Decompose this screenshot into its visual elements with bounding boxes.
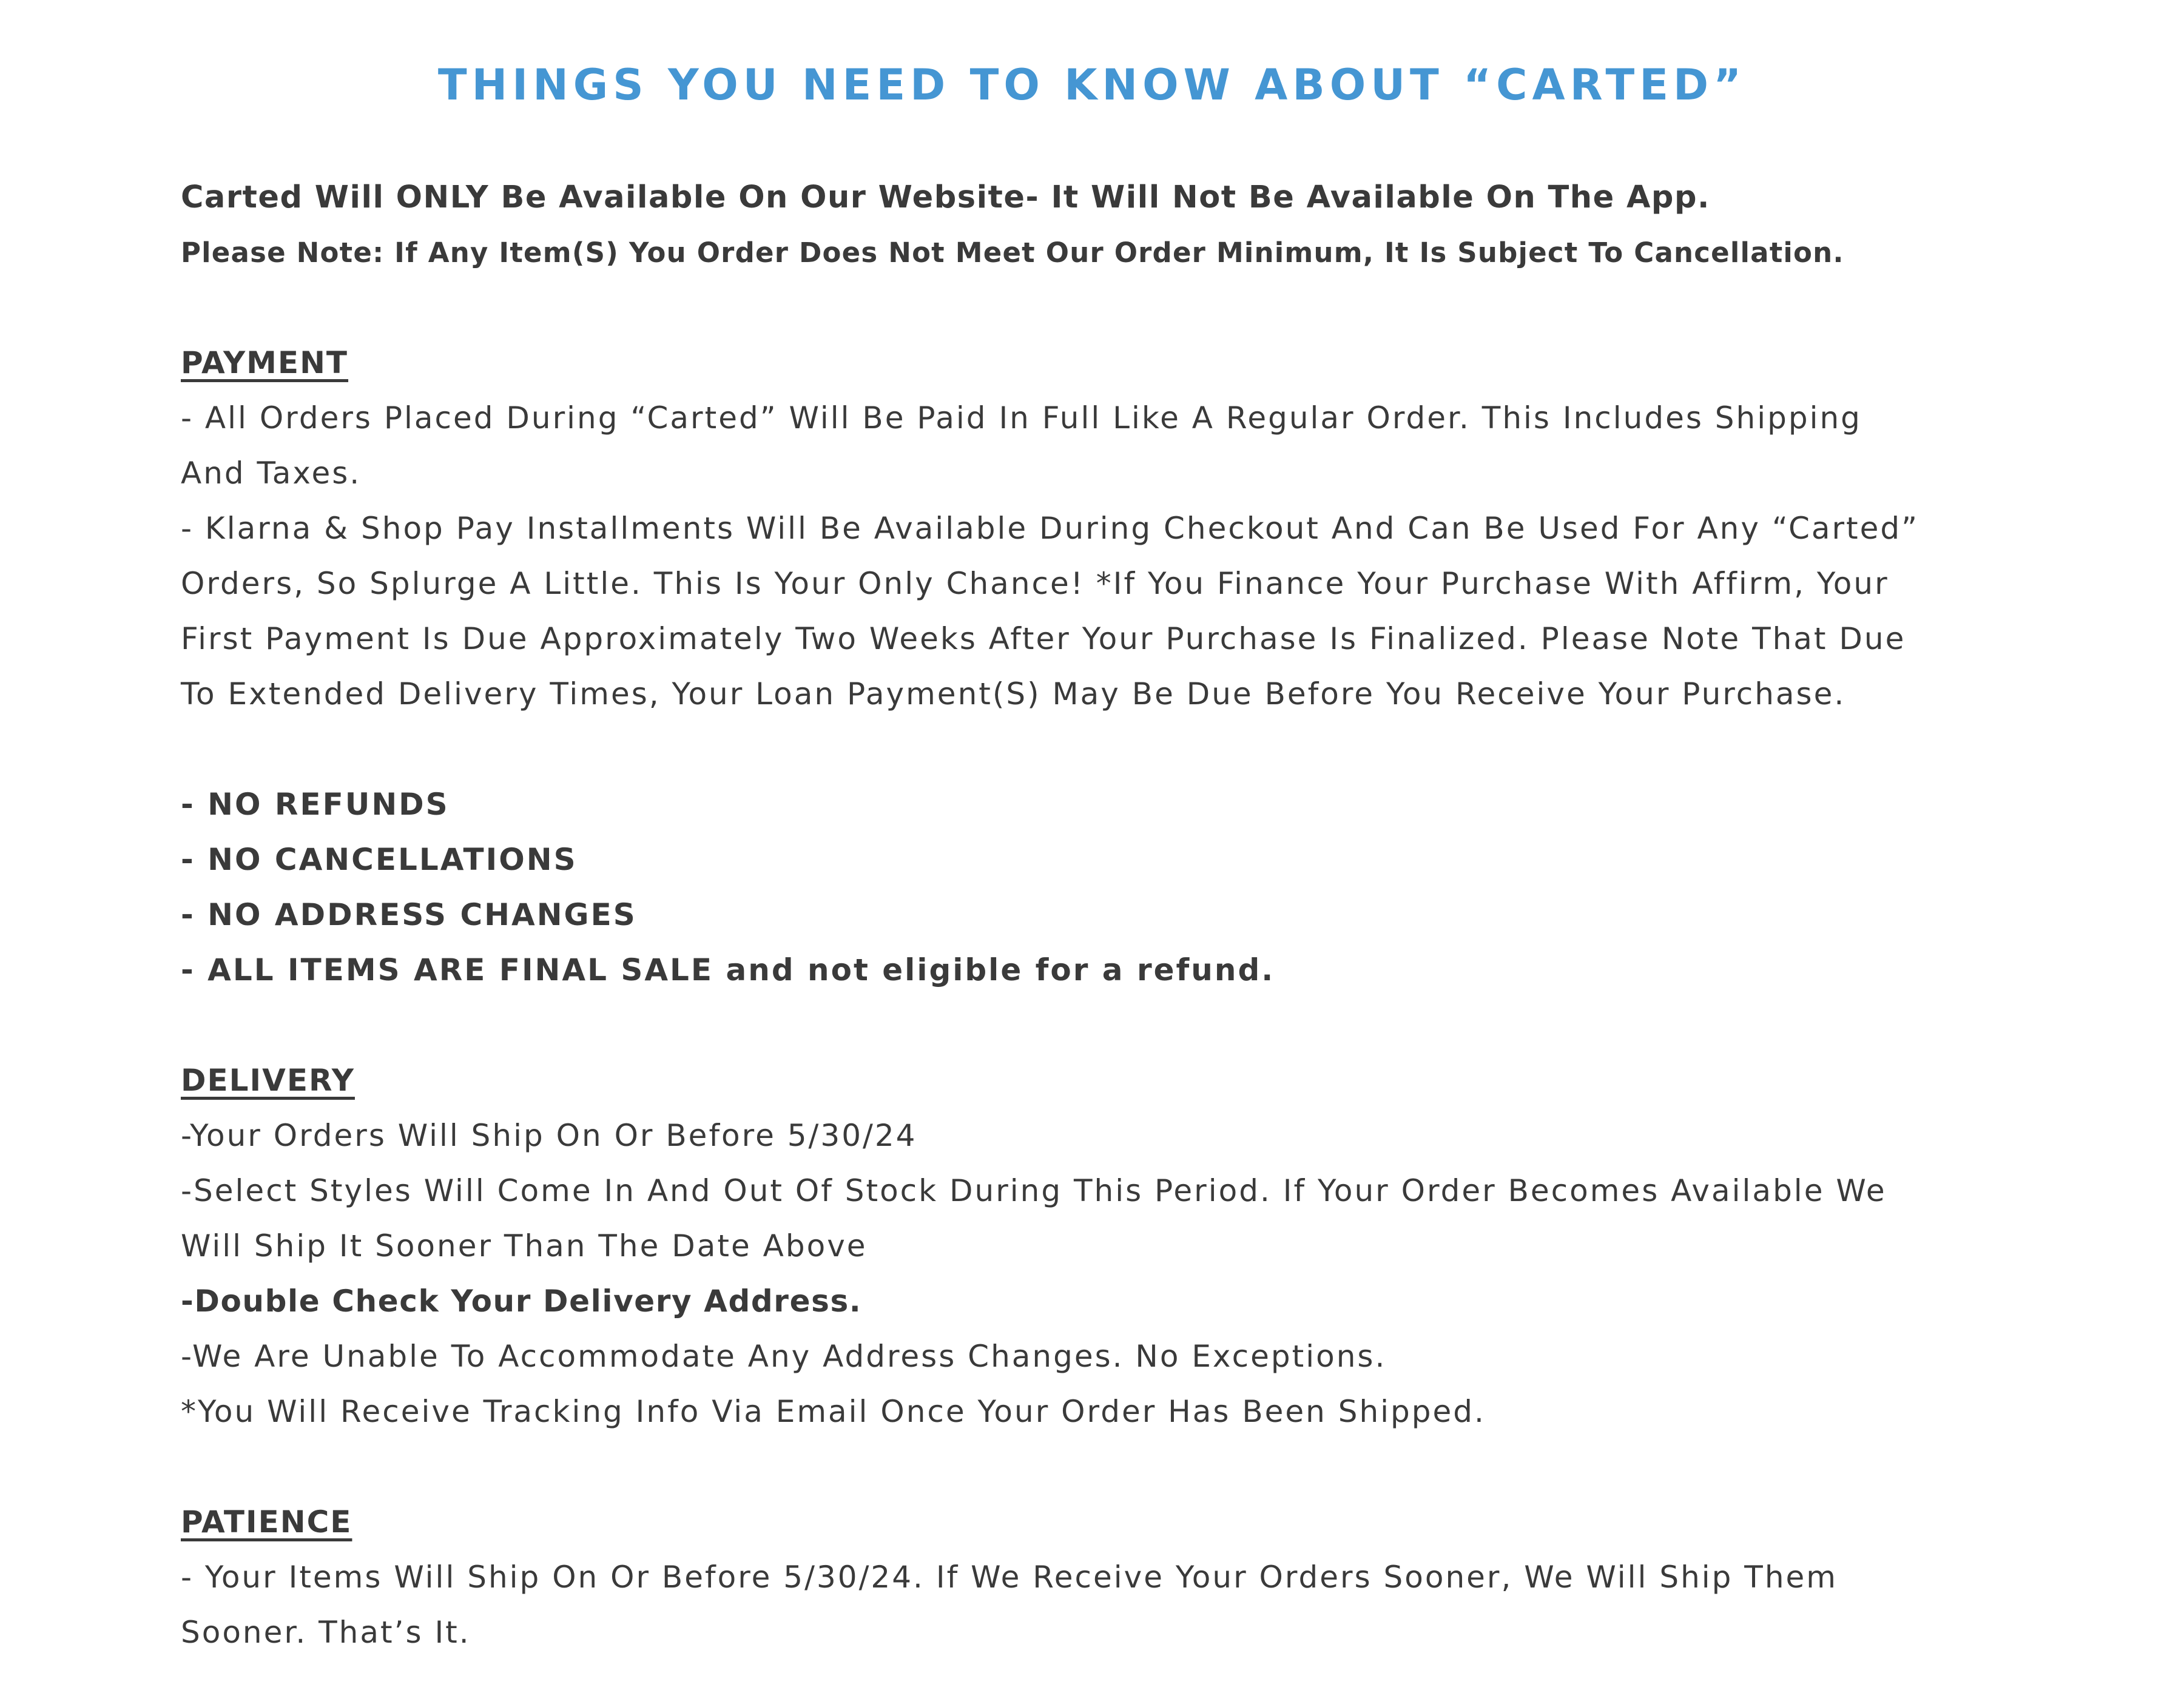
- delivery-heading: DELIVERY: [181, 1063, 355, 1098]
- delivery-line: -Your Orders Will Ship On Or Before 5/30/24: [181, 1118, 917, 1153]
- patience-line: - Your Items Will Ship On Or Before 5/30/24. If We Receive Your Orders Sooner, We Will Ship Them: [181, 1560, 1838, 1595]
- spacer: [181, 280, 2049, 335]
- delivery-line: -We Are Unable To Accommodate Any Address Changes. No Exceptions.: [181, 1339, 1387, 1374]
- payment-section: [181, 335, 2049, 722]
- payment-line: To Extended Delivery Times, Your Loan Payment(S) May Be Due Before You Receive Your Purchase.: [181, 676, 1846, 712]
- delivery-address-warning: -Double Check Your Delivery Address.: [181, 1284, 862, 1319]
- delivery-section: [181, 1053, 2049, 1439]
- payment-line: - Klarna & Shop Pay Installments Will Be Available During Checkout And Can Be Used For Any “Carted”: [181, 511, 1919, 546]
- payment-line: Orders, So Splurge A Little. This Is Your Only Chance! *If You Finance Your Purchase With Affirm, Your: [181, 566, 1889, 601]
- spacer: [181, 722, 2049, 777]
- delivery-line: *You Will Receive Tracking Info Via Email Once Your Order Has Been Shipped.: [181, 1394, 1486, 1429]
- spacer: [181, 1439, 2049, 1495]
- intro-order-minimum-note: Please Note: If Any Item(S) You Order Does Not Meet Our Order Minimum, It Is Subject To Cancellation.: [181, 237, 1844, 269]
- spacer: [181, 998, 2049, 1053]
- patience-heading: PATIENCE: [181, 1504, 352, 1540]
- policies-section: [181, 777, 2049, 998]
- delivery-line: -Select Styles Will Come In And Out Of Stock During This Period. If Your Order Becomes Available We: [181, 1173, 1887, 1208]
- policy-no-refunds: - NO REFUNDS: [181, 787, 450, 822]
- info-content: [181, 170, 2049, 1660]
- payment-line: And Taxes.: [181, 456, 362, 491]
- policy-final-sale: - ALL ITEMS ARE FINAL SALE and not eligible for a refund.: [181, 952, 1275, 988]
- policy-no-cancellations: - NO CANCELLATIONS: [181, 842, 578, 877]
- patience-line: Sooner. That’s It.: [181, 1615, 471, 1650]
- patience-section: [181, 1495, 2049, 1660]
- intro-website-only: Carted Will ONLY Be Available On Our Website- It Will Not Be Available On The App.: [181, 180, 1710, 215]
- payment-line: First Payment Is Due Approximately Two Weeks After Your Purchase Is Finalized. Please Note That Due: [181, 621, 1906, 656]
- delivery-line: Will Ship It Sooner Than The Date Above: [181, 1228, 868, 1264]
- policy-no-address-changes: - NO ADDRESS CHANGES: [181, 897, 637, 932]
- payment-heading: PAYMENT: [181, 345, 349, 380]
- payment-line: - All Orders Placed During “Carted” Will Be Paid In Full Like A Regular Order. This Includes Shipping: [181, 400, 1862, 436]
- page-title: THINGS YOU NEED TO KNOW ABOUT “CARTED”: [437, 60, 1747, 110]
